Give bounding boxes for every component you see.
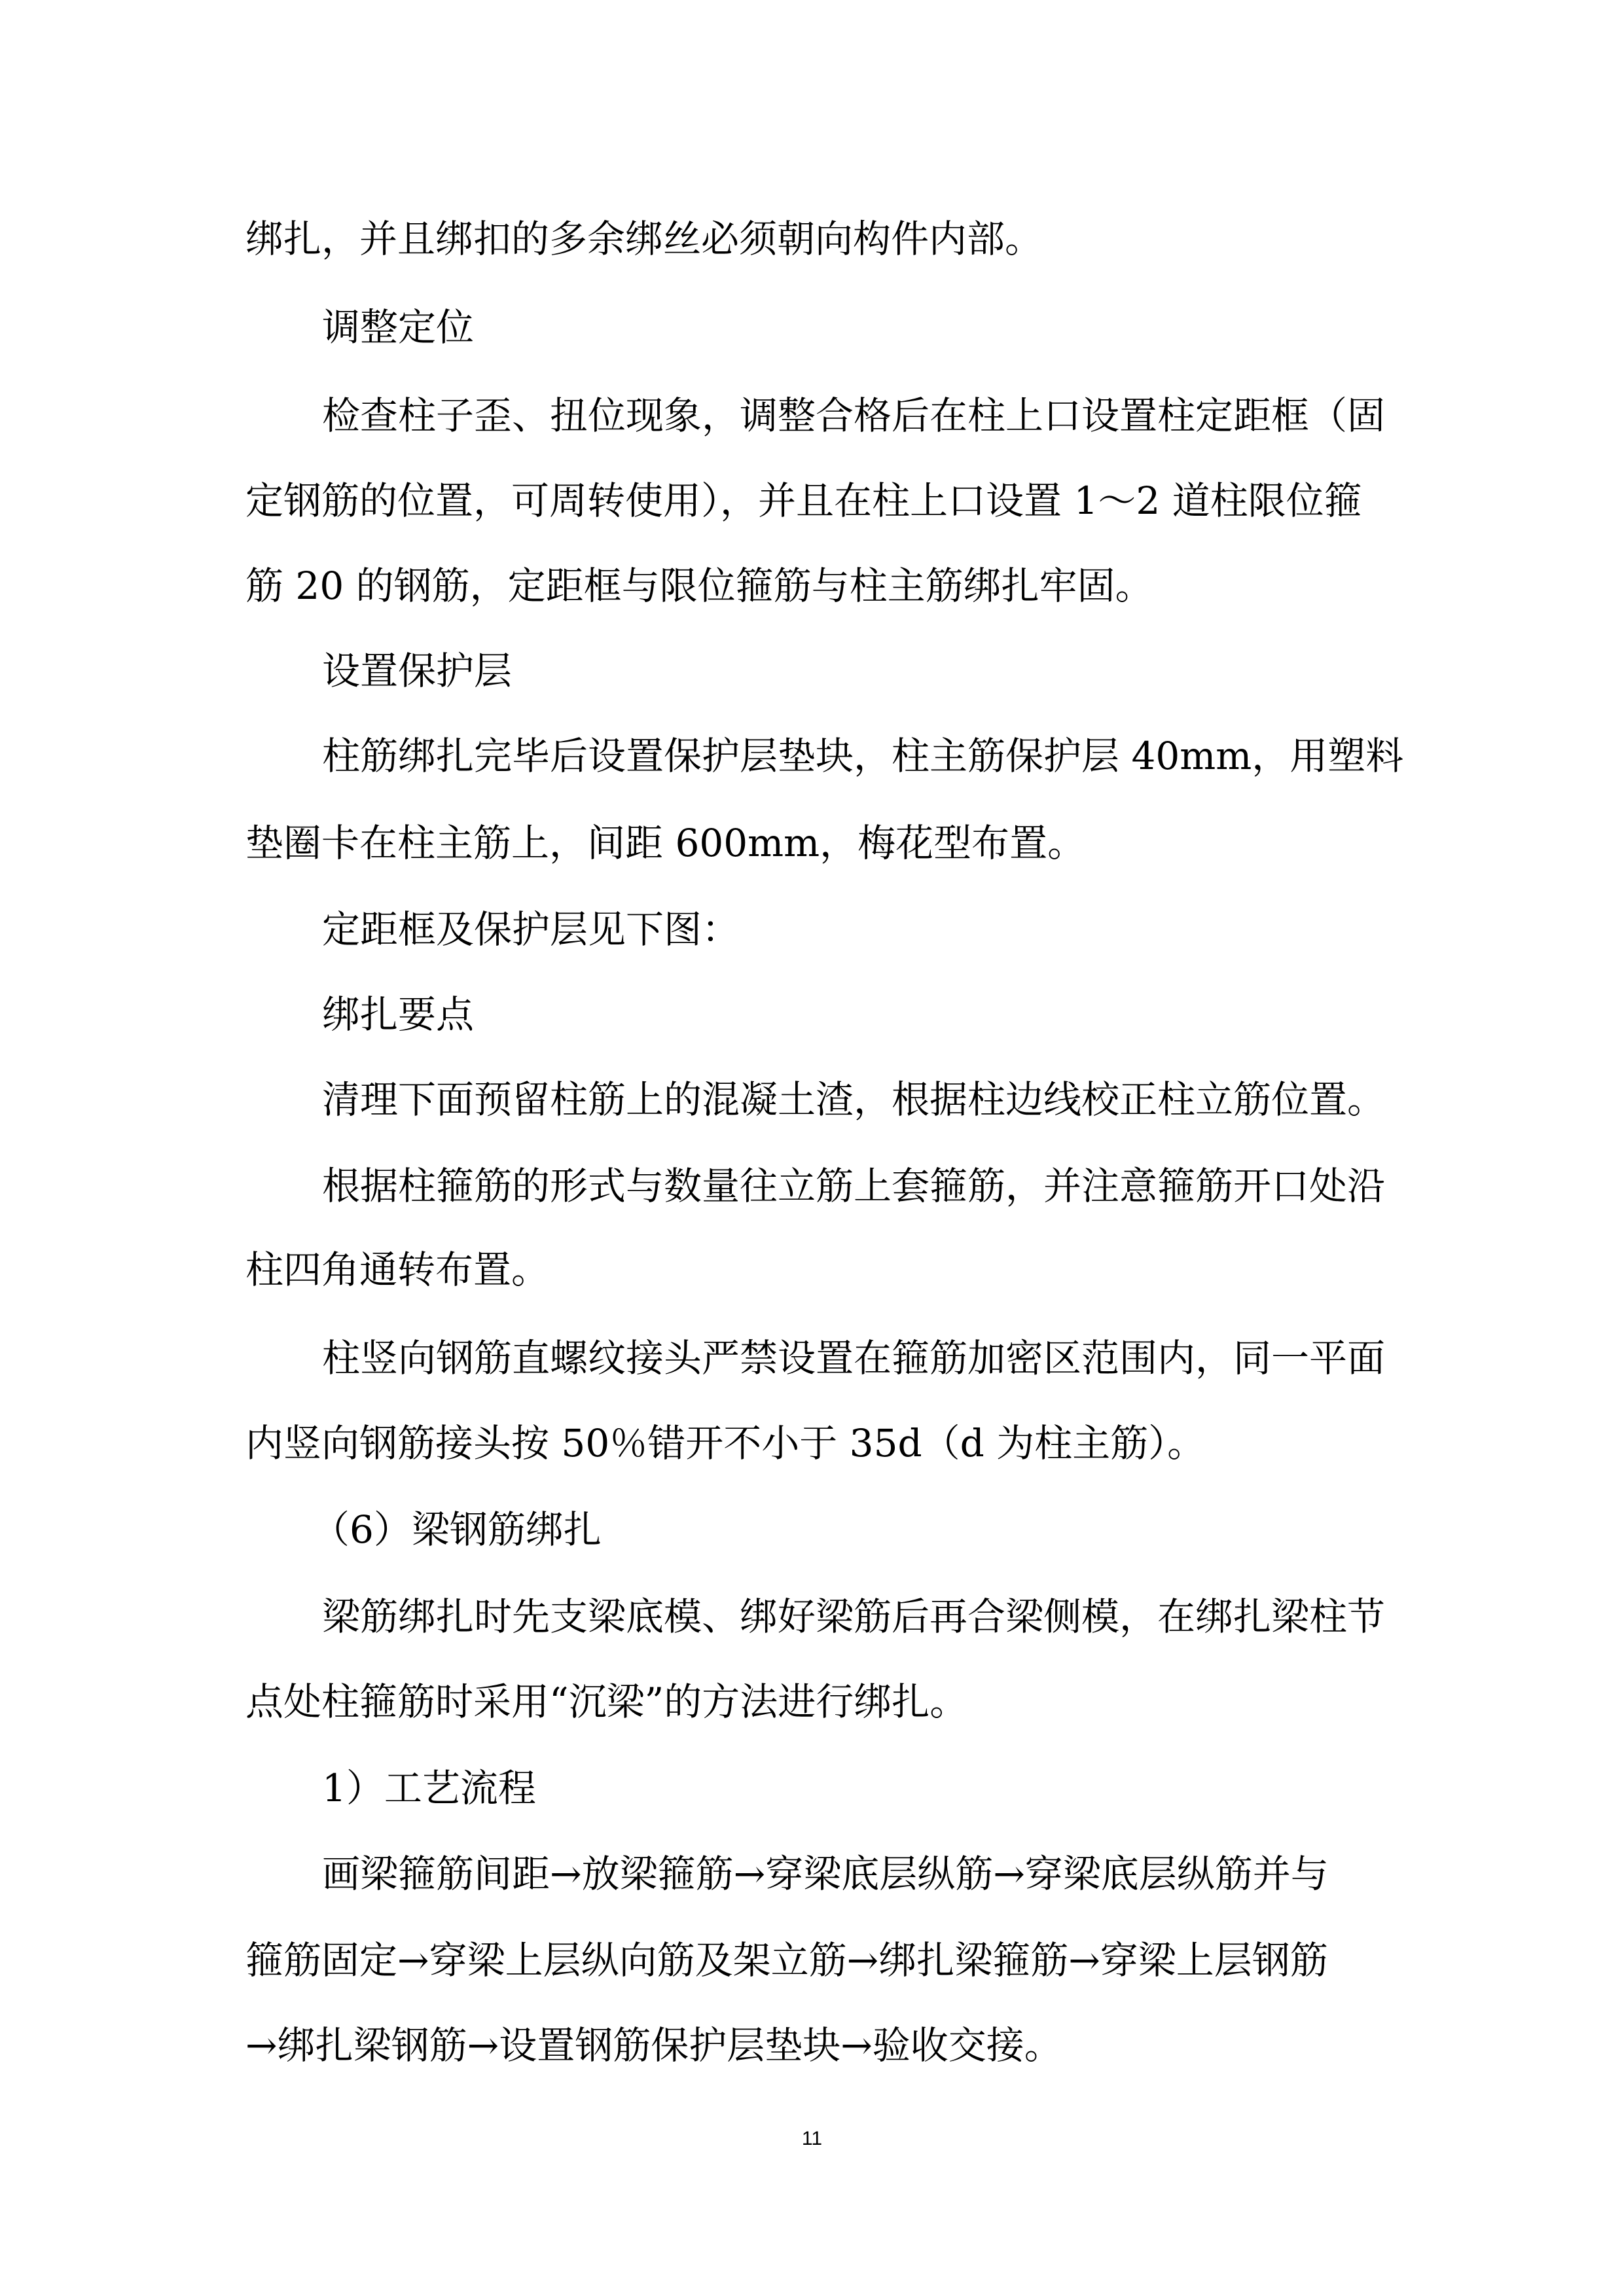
text-line: 柱四角通转布置。: [245, 1247, 550, 1292]
heading-binding-points: 绑扎要点: [322, 992, 475, 1037]
heading-process-flow: 1）工艺流程: [322, 1766, 536, 1810]
text-line: 画梁箍筋间距→放梁箍筋→穿梁底层纵筋→穿梁底层纵筋并与: [322, 1852, 1329, 1896]
text-line: 柱筋绑扎完毕后设置保护层垫块，柱主筋保护层 40mm，用塑料: [322, 734, 1404, 778]
text-line: 定钢筋的位置，可周转使用），并且在柱上口设置 1～2 道柱限位箍: [245, 478, 1362, 523]
text-line: 点处柱箍筋时采用“沉梁”的方法进行绑扎。: [245, 1679, 968, 1724]
text-line: 绑扎，并且绑扣的多余绑丝必须朝向构件内部。: [245, 217, 1043, 261]
heading-adjust-positioning: 调整定位: [322, 305, 475, 350]
heading-protective-layer: 设置保护层: [322, 649, 513, 693]
text-line: →绑扎梁钢筋→设置钢筋保护层垫块→验收交接。: [245, 2023, 1062, 2068]
text-line: 检查柱子歪、扭位现象，调整合格后在柱上口设置柱定距框（固: [322, 393, 1386, 438]
text-line: 柱竖向钢筋直螺纹接头严禁设置在箍筋加密区范围内，同一平面: [322, 1336, 1386, 1380]
page-number: 11: [801, 2128, 823, 2149]
text-line: 箍筋固定→穿梁上层纵向筋及架立筋→绑扎梁箍筋→穿梁上层钢筋: [245, 1938, 1328, 1982]
text-line: 筋 20 的钢筋，定距框与限位箍筋与柱主筋绑扎牢固。: [245, 564, 1153, 608]
text-line: 清理下面预留柱筋上的混凝土渣，根据柱边线校正柱立筋位置。: [322, 1077, 1386, 1122]
text-line: 定距框及保护层见下图：: [322, 907, 740, 952]
text-line: 梁筋绑扎时先支梁底模、绑好梁筋后再合梁侧模，在绑扎梁柱节: [322, 1594, 1386, 1639]
text-line: 内竖向钢筋接头按 50％错开不小于 35d（d 为柱主筋）。: [245, 1421, 1206, 1465]
heading-beam-rebar-binding: （6）梁钢筋绑扎: [312, 1507, 602, 1552]
text-line: 垫圈卡在柱主筋上，间距 600mm，梅花型布置。: [245, 821, 1086, 865]
text-line: 根据柱箍筋的形式与数量往立筋上套箍筋，并注意箍筋开口处沿: [322, 1164, 1386, 1208]
